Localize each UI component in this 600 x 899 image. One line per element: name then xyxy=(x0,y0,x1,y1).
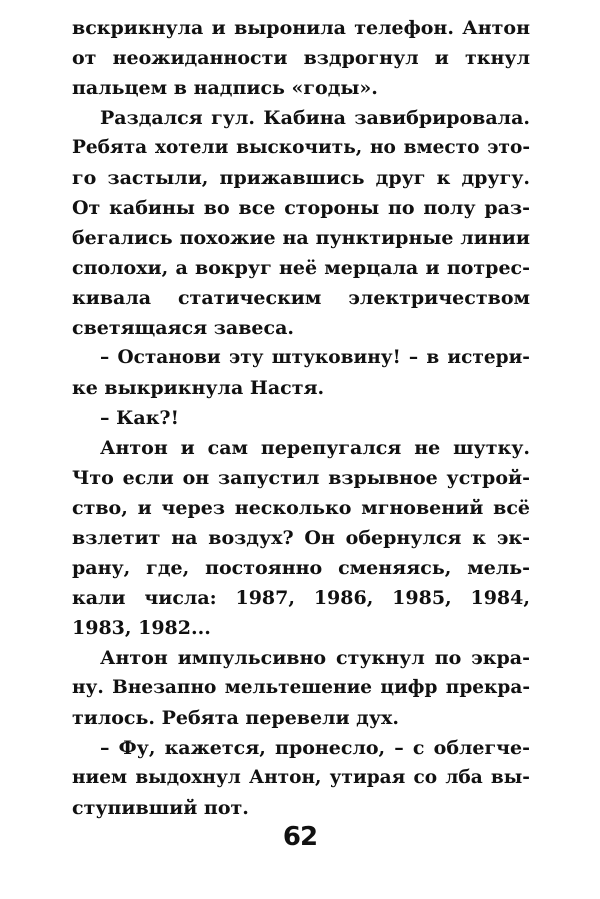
text-line: рану, где, постоянно сменяясь, мель- xyxy=(72,557,530,579)
text-line: Антон импульсивно стукнул по экра- xyxy=(100,647,530,669)
text-line: Что если он запустил взрывное устрой- xyxy=(72,467,530,489)
text-line: От кабины во все стороны по полу раз- xyxy=(72,197,530,219)
text-line: Раздался гул. Кабина завибрировала. xyxy=(100,107,530,129)
text-line: нием выдохнул Антон, утирая со лба вы- xyxy=(72,767,530,788)
text-line: Антон и сам перепугался не шутку. xyxy=(100,437,530,459)
text-line: 1983, 1982... xyxy=(72,617,211,639)
page-number: 62 xyxy=(282,822,318,852)
book-page-text xyxy=(72,13,530,823)
text-line: взлетит на воздух? Он обернулся к эк- xyxy=(72,527,530,549)
text-line: вскрикнула и выронила телефон. Антон xyxy=(72,17,530,39)
text-line: го застыли, прижавшись друг к другу. xyxy=(72,167,530,189)
text-line: – Останови эту штуковину! – в истери- xyxy=(100,347,530,368)
text-line: ступивший пот. xyxy=(72,797,249,819)
text-line: тилось. Ребята перевели дух. xyxy=(72,707,399,729)
text-line: пальцем в надпись «годы». xyxy=(72,77,378,99)
text-line: светящаяся завеса. xyxy=(72,317,295,339)
text-line: – Как?! xyxy=(100,407,179,429)
text-line: ну. Внезапно мельтешение цифр прекра- xyxy=(72,677,530,698)
text-line: сполохи, а вокруг неё мерцала и потрес- xyxy=(72,257,530,279)
text-line: Ребята хотели выскочить, но вместо это- xyxy=(72,137,530,158)
text-line: бегались похожие на пунктирные линии xyxy=(72,227,530,249)
text-line: от неожиданности вздрогнул и ткнул xyxy=(72,47,530,69)
text-line: кивала статическим электричеством xyxy=(72,287,530,309)
text-line: кали числа: 1987, 1986, 1985, 1984, xyxy=(72,587,530,609)
text-line: – Фу, кажется, пронесло, – с облегче- xyxy=(100,737,530,759)
text-line: ство, и через несколько мгновений всё xyxy=(72,497,530,519)
text-line: ке выкрикнула Настя. xyxy=(72,377,325,399)
